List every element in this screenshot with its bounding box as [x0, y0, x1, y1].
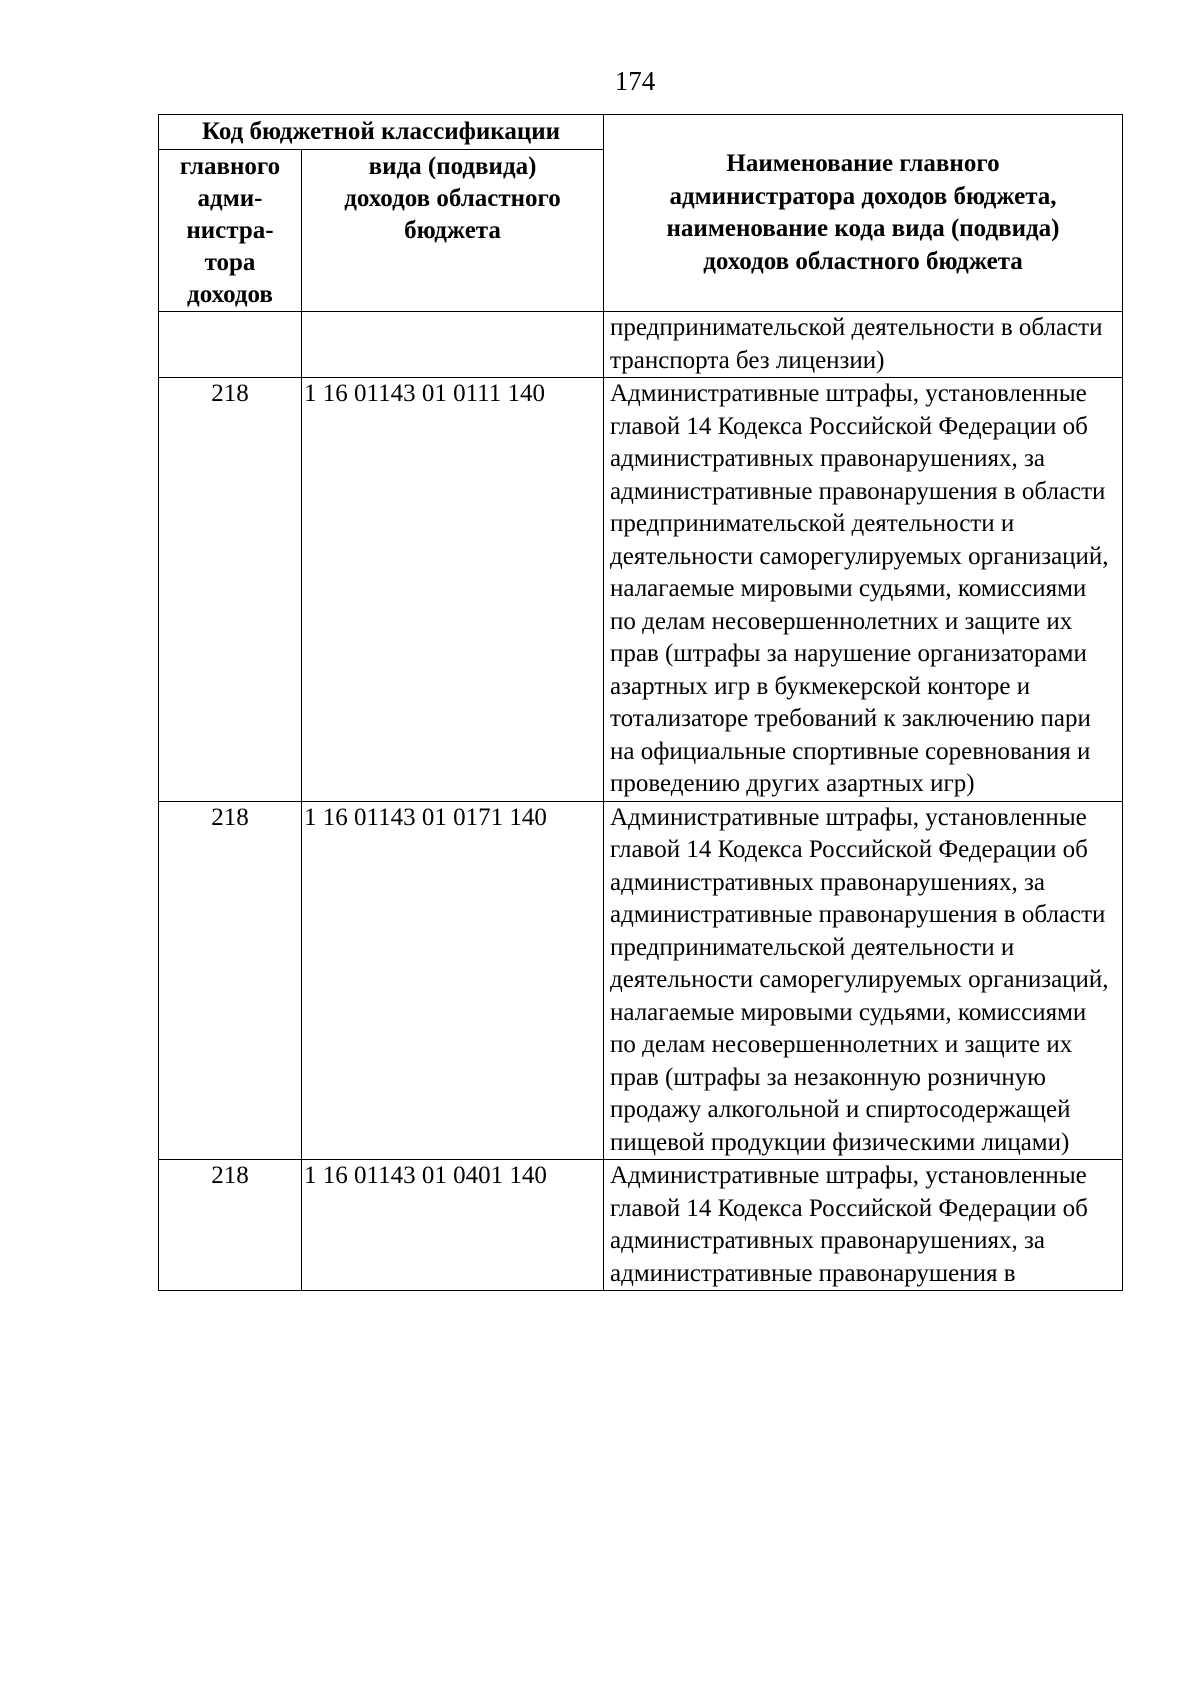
description-cell: Административные штрафы, установленные главой 14 Кодекса Российской Федерации об административных правонарушениях, за административные правонарушения в — [604, 1160, 1123, 1291]
income-code-cell: 1 16 01143 01 0171 140 — [302, 801, 604, 1160]
table-row-continued — [159, 312, 1123, 378]
header-kind-line: доходов областного — [344, 185, 561, 212]
header-name-line: администратора доходов бюджета, — [669, 182, 1057, 210]
income-code-cell: 1 16 01143 01 0111 140 — [302, 378, 604, 802]
header-admin-line: главного — [179, 153, 281, 180]
table-row — [159, 801, 1123, 1160]
header-name-line: доходов областного бюджета — [703, 247, 1023, 275]
header-name-line: Наименование главного — [726, 150, 1000, 177]
budget-classification-table — [158, 114, 1123, 1291]
header-name-column — [604, 115, 1123, 312]
admin-code-cell: 218 — [159, 801, 302, 1160]
admin-code-cell: 218 — [159, 1160, 302, 1291]
header-admin-line: доходов — [187, 281, 273, 308]
admin-code-cell — [159, 312, 302, 378]
header-admin-column — [159, 150, 302, 312]
header-budget-code-group: Код бюджетной классификации — [159, 115, 604, 150]
income-code-cell — [302, 312, 604, 378]
header-kind-column — [302, 150, 604, 312]
table-row — [159, 1160, 1123, 1291]
header-admin-line: адми- — [197, 185, 263, 212]
page-number: 174 — [614, 66, 656, 96]
description-cell: предпринимательской деятельности в области транспорта без лицензии) — [604, 312, 1123, 378]
table-header-group-row — [159, 115, 1123, 150]
header-kind-line: вида (подвида) — [368, 153, 537, 180]
description-cell: Административные штрафы, установленные главой 14 Кодекса Российской Федерации об административных правонарушениях, за административные правонарушения в области предпринимательской деятельности и деятельности саморегулируемых организаций, налагаемые мировыми судьями, комиссиями по делам несовершеннолетних и защите их прав (штрафы за незаконную розничную продажу алкогольной и спиртосодержащей пищевой продукции физическими лицами) — [604, 801, 1123, 1160]
table-row — [159, 378, 1123, 802]
admin-code-cell: 218 — [159, 378, 302, 802]
income-code-cell: 1 16 01143 01 0401 140 — [302, 1160, 604, 1291]
header-kind-line: бюджета — [404, 217, 501, 244]
description-cell: Административные штрафы, установленные главой 14 Кодекса Российской Федерации об административных правонарушениях, за административные правонарушения в области предпринимательской деятельности и деятельности саморегулируемых организаций, налагаемые мировыми судьями, комиссиями по делам несовершеннолетних и защите их прав (штрафы за нарушение организаторами азартных игр в букмекерской конторе и тотализаторе требований к заключению пари на официальные спортивные соревнования и проведению других азартных игр) — [604, 378, 1123, 802]
header-name-line: наименование кода вида (подвида) — [666, 215, 1060, 242]
header-admin-line: тора — [204, 249, 256, 276]
header-admin-line: нистра- — [186, 217, 274, 244]
